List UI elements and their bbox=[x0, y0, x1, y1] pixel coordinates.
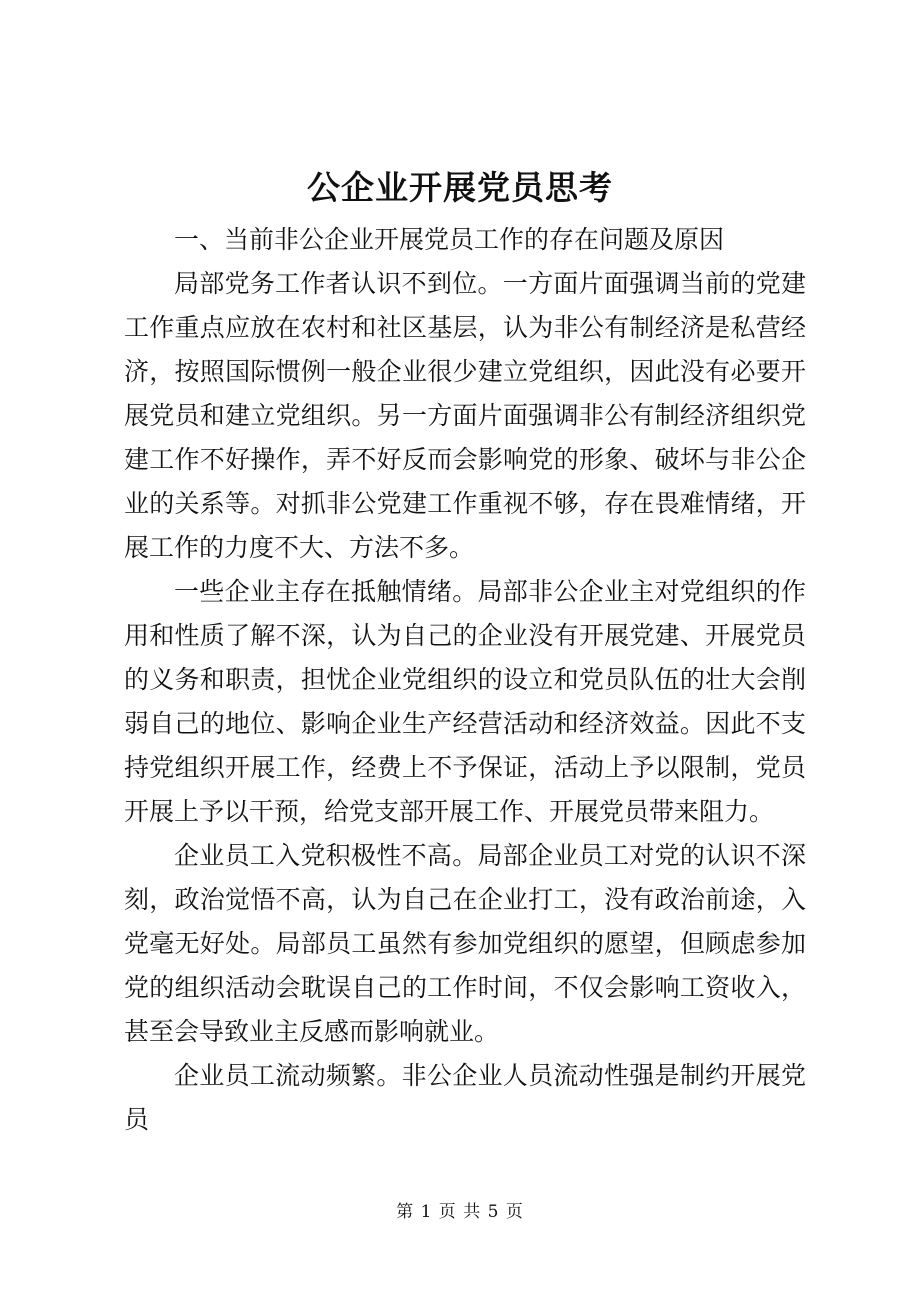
page-title: 公企业开展党员思考 bbox=[307, 168, 613, 207]
paragraph: 一些企业主存在抵触情绪。局部非公企业主对党组织的作用和性质了解不深，认为自己的企业没有开展党建、开展党员的义务和职责，担忧企业党组织的设立和党员队伍的壮大会削弱自己的地位、影响企业生产经营活动和经济效益。因此不支持党组织开展工作，经费上不予保证，活动上予以限制，党员开展上予以干预，给党支部开展工作、开展党员带来阻力。 bbox=[124, 577, 806, 826]
section-heading: 一、当前非公企业开展党员工作的存在问题及原因 bbox=[174, 225, 725, 254]
paragraph: 企业员工入党积极性不高。局部企业员工对党的认识不深刻，政治觉悟不高，认为自己在企业打工，没有政治前途，入党毫无好处。局部员工虽然有参加党组织的愿望，但顾虑参加党的组织活动会耽误自己的工作时间，不仅会影响工资收入，甚至会导致业主反感而影响就业。 bbox=[124, 841, 806, 1046]
page-footer: 第 1 页 共 5 页 bbox=[396, 1202, 524, 1222]
paragraph: 企业员工流动频繁。非公企业人员流动性强是制约开展党员 bbox=[124, 1061, 806, 1134]
paragraph: 局部党务工作者认识不到位。一方面片面强调当前的党建工作重点应放在农村和社区基层，认为非公有制经济是私营经济，按照国际惯例一般企业很少建立党组织，因此没有必要开展党员和建立党组织。另一方面片面强调非公有制经济组织党建工作不好操作，弄不好反而会影响党的形象、破坏与非公企业的关系等。对抓非公党建工作重视不够，存在畏难情绪，开展工作的力度不大、方法不多。 bbox=[124, 269, 806, 562]
document-body bbox=[124, 218, 806, 1142]
